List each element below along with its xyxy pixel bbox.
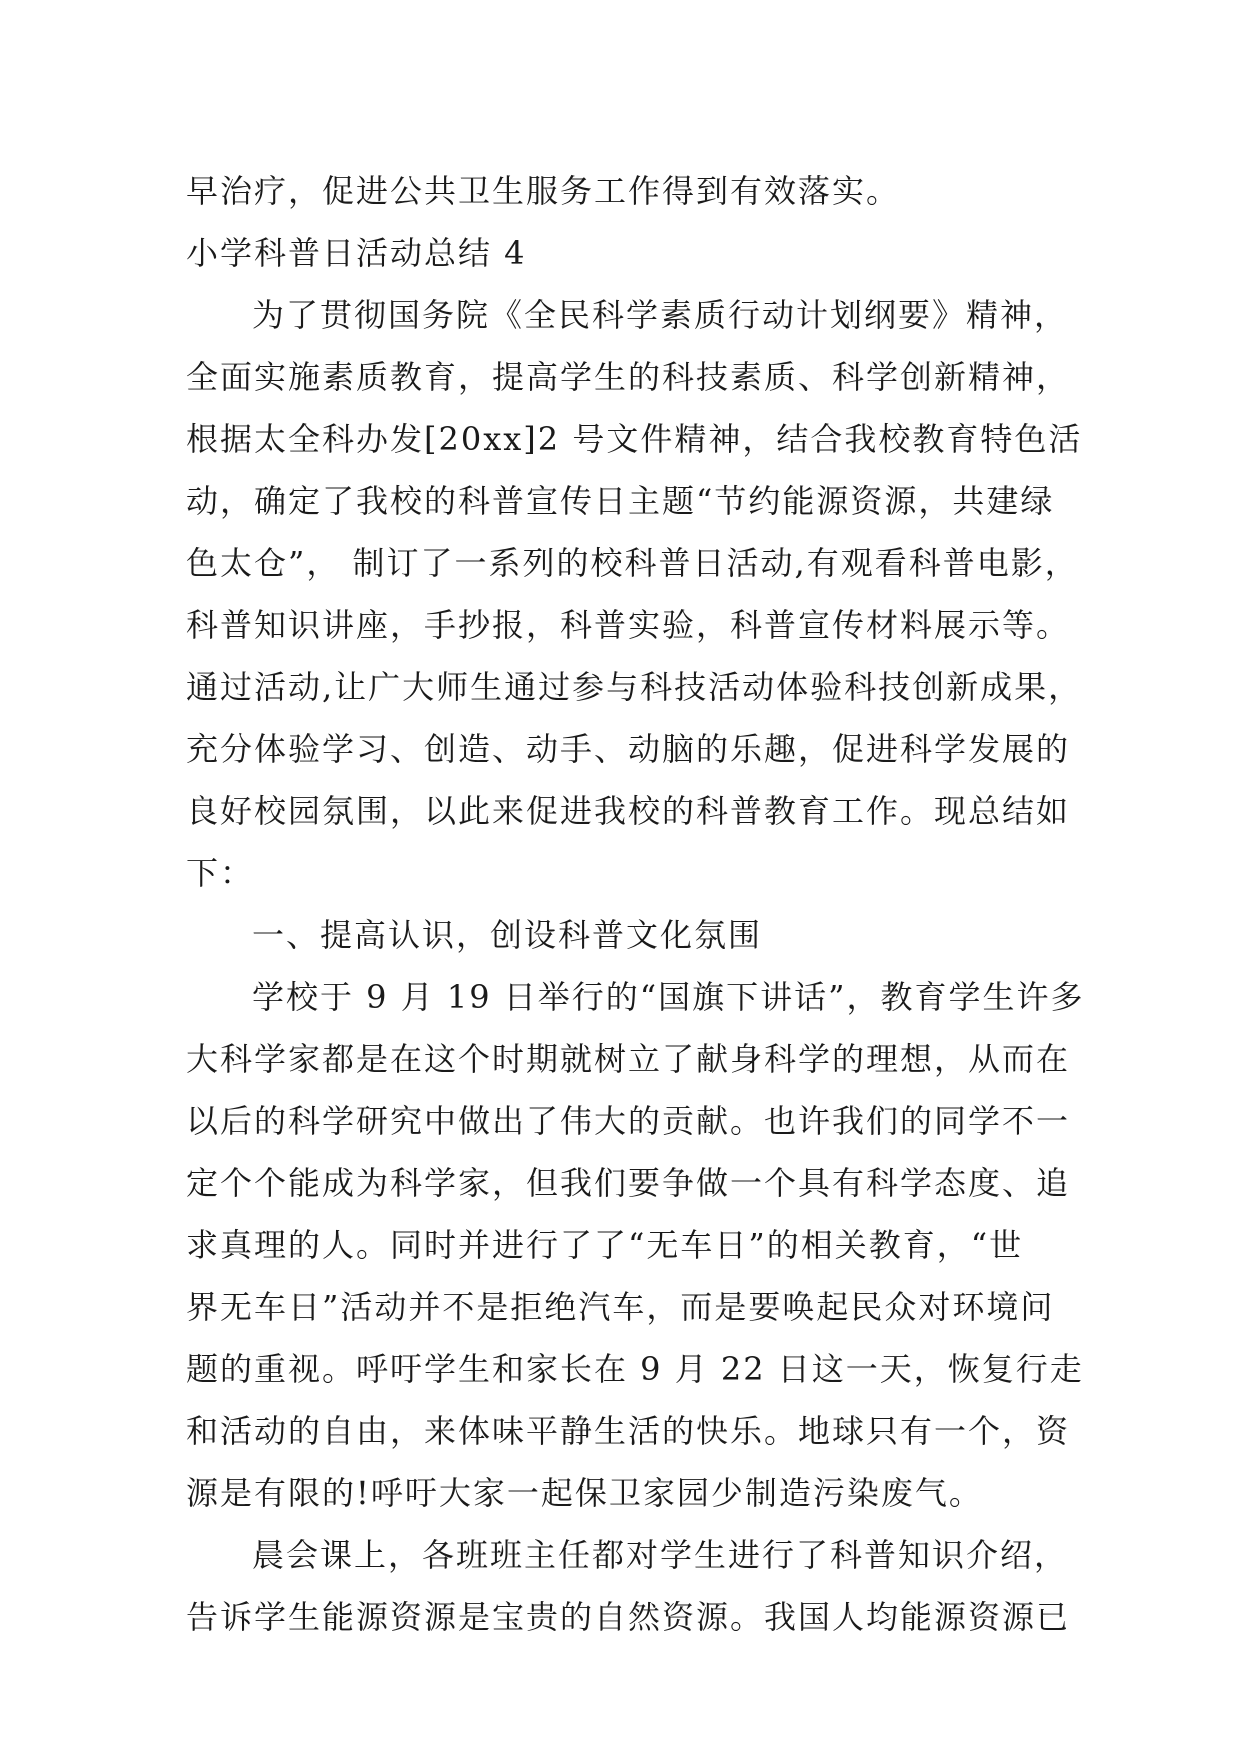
text-line: 根据太全科办发[20xx]2 号文件精神，结合我校教育特色活: [186, 420, 1083, 458]
text-line: 早治疗，促进公共卫生服务工作得到有效落实。: [186, 172, 901, 210]
text-line: 求真理的人。同时并进行了了“无车日”的相关教育，“世: [186, 1226, 1024, 1264]
document-body: [186, 160, 1085, 1648]
text-line: 学校于 9 月 19 日举行的“国旗下讲话”，教育学生许多: [252, 978, 1085, 1016]
text-line: 源是有限的!呼吁大家一起保卫家园少制造污染废气。: [186, 1474, 983, 1512]
text-line: 题的重视。呼吁学生和家长在 9 月 22 日这一天，恢复行走: [186, 1350, 1084, 1388]
text-line: 科普知识讲座，手抄报，科普实验，科普宣传材料展示等。: [186, 606, 1071, 644]
text-line: 定个个能成为科学家，但我们要争做一个具有科学态度、追: [186, 1164, 1071, 1202]
subsection-heading: 一、提高认识，创设科普文化氛围: [252, 916, 763, 954]
text-line: 晨会课上，各班班主任都对学生进行了科普知识介绍，: [252, 1536, 1069, 1574]
text-line: 色太仓”， 制订了一系列的校科普日活动,有观看科普电影，: [186, 544, 1079, 582]
section-heading: 小学科普日活动总结 4: [186, 234, 527, 272]
text-line: 全面实施素质教育，提高学生的科技素质、科学创新精神，: [186, 358, 1071, 396]
text-line: 充分体验学习、创造、动手、动脑的乐趣，促进科学发展的: [186, 730, 1071, 768]
text-line: 为了贯彻国务院《全民科学素质行动计划纲要》精神，: [252, 296, 1069, 334]
text-line: 通过活动,让广大师生通过参与科技活动体验科技创新成果，: [186, 668, 1083, 706]
text-line: 和活动的自由，来体味平静生活的快乐。地球只有一个，资: [186, 1412, 1071, 1450]
text-line: 界无车日”活动并不是拒绝汽车，而是要唤起民众对环境问: [186, 1288, 1055, 1326]
text-line: 良好校园氛围，以此来促进我校的科普教育工作。现总结如: [186, 792, 1071, 830]
text-line: 动，确定了我校的科普宣传日主题“节约能源资源，共建绿: [186, 482, 1055, 520]
text-line: 大科学家都是在这个时期就树立了献身科学的理想，从而在: [186, 1040, 1071, 1078]
text-line: 告诉学生能源资源是宝贵的自然资源。我国人均能源资源已: [186, 1598, 1071, 1636]
text-line: 下：: [186, 854, 255, 892]
text-line: 以后的科学研究中做出了伟大的贡献。也许我们的同学不一: [186, 1102, 1071, 1140]
